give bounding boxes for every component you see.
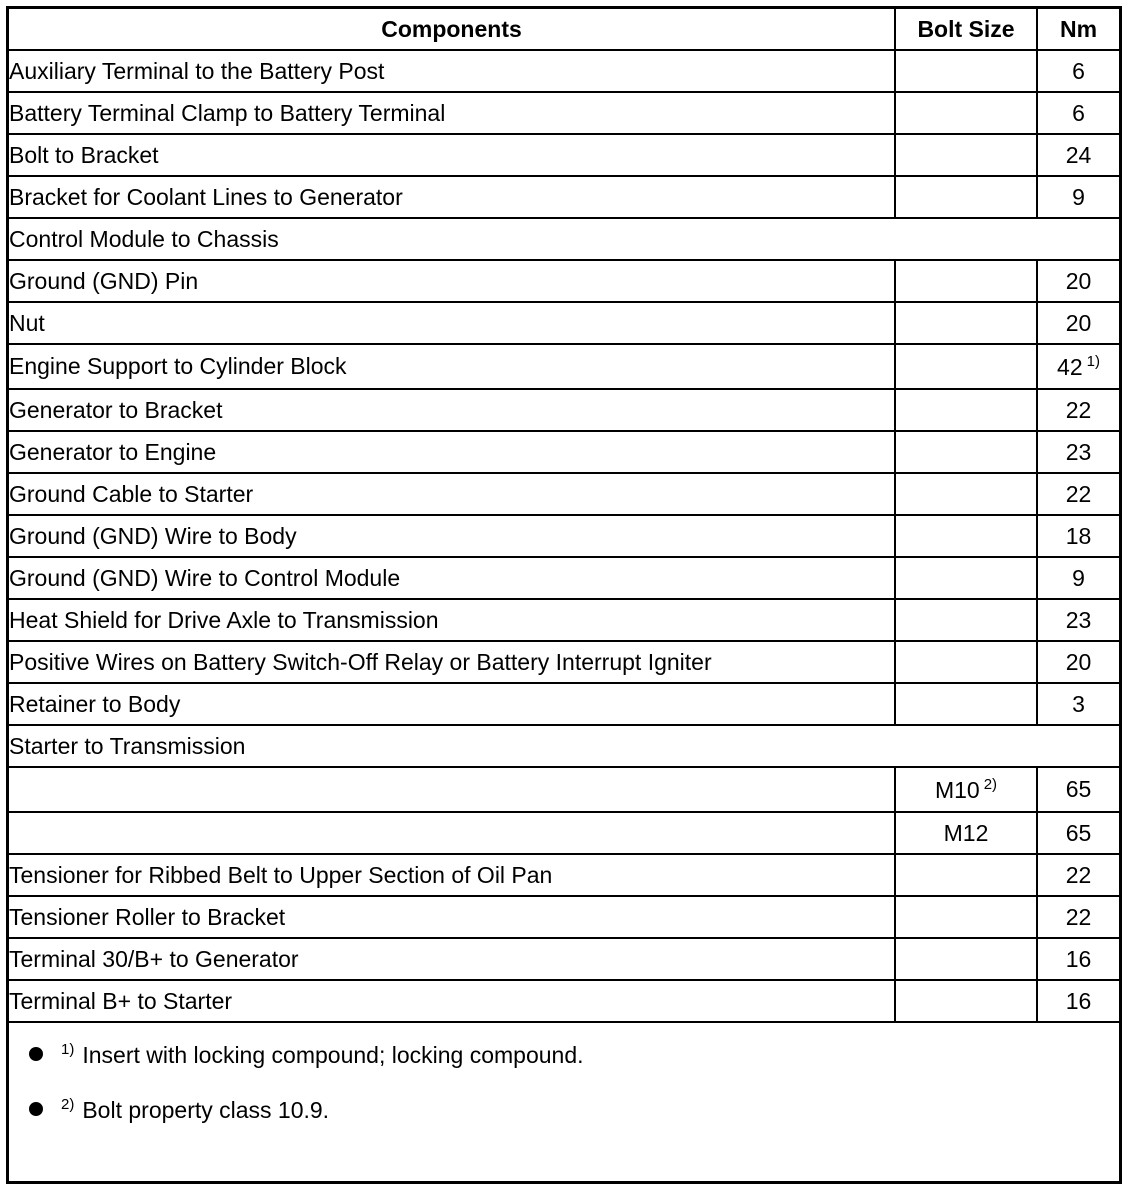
component-cell-text: Engine Support to Cylinder Block [9,353,347,379]
bolt-size-cell [895,302,1037,344]
component-cell [9,344,895,389]
component-cell [9,938,895,980]
table-row [9,92,1119,134]
torque-cell [1037,50,1119,92]
torque-cell-text: 65 [1065,776,1092,802]
component-cell [9,557,895,599]
footnote-1 [29,1041,584,1069]
table-row [9,896,1119,938]
bolt-size-cell [895,683,1037,725]
torque-cell [1037,599,1119,641]
torque-cell [1037,812,1119,854]
torque-cell [1037,767,1119,812]
torque-cell-text: 65 [1065,819,1092,846]
torque-cell [1037,92,1119,134]
component-cell [9,134,895,176]
table-row [9,302,1119,344]
table-row [9,641,1119,683]
bullet-icon [29,1047,43,1061]
torque-cell-text: 42 [1057,353,1083,380]
component-group-cell [9,725,1119,767]
bolt-size-cell [895,767,1037,812]
torque-cell-text: 23 [1065,438,1092,465]
table-row [9,260,1119,302]
bolt-size-cell-text: M12 [943,819,989,846]
component-cell [9,302,895,344]
component-group-cell [9,218,1119,260]
component-cell-text: Terminal B+ to Starter [9,987,233,1014]
specification-frame [6,6,1122,1184]
bolt-size-cell [895,515,1037,557]
table-header-row [9,9,1119,50]
header-bolt-size: Bolt Size [895,9,1037,50]
torque-cell-text: 22 [1065,480,1092,507]
component-cell-text: Tensioner for Ribbed Belt to Upper Section of Oil Pan [9,861,553,888]
torque-cell-text: 20 [1065,267,1092,294]
torque-cell [1037,344,1119,389]
component-cell [9,260,895,302]
component-cell-text: Generator to Engine [9,438,217,465]
component-cell [9,599,895,641]
footnote-text: Bolt property class 10.9. [82,1097,330,1123]
torque-cell [1037,389,1119,431]
component-cell-text: Ground Cable to Starter [9,480,254,507]
footnote-2 [29,1096,329,1124]
footnote-ref: 1) [1086,352,1100,370]
bolt-size-cell [895,260,1037,302]
footnote-mark: 2) [61,1096,75,1113]
torque-cell-text: 20 [1065,309,1092,336]
torque-cell-text: 22 [1065,903,1092,930]
torque-cell-text: 6 [1072,57,1085,84]
component-group-cell-text: Control Module to Chassis [9,225,279,252]
table-row [9,599,1119,641]
table-row [9,176,1119,218]
torque-cell-text: 3 [1072,690,1085,717]
component-cell-text: Bolt to Bracket [9,141,159,168]
component-cell [9,980,895,1022]
table-row [9,725,1119,767]
component-cell [9,50,895,92]
bolt-size-cell [895,344,1037,389]
bolt-size-cell [895,854,1037,896]
bullet-icon [29,1102,43,1116]
torque-cell [1037,641,1119,683]
torque-cell [1037,980,1119,1022]
table-row [9,812,1119,854]
torque-cell-text: 23 [1065,606,1092,633]
table-row [9,515,1119,557]
component-cell [9,683,895,725]
component-cell [9,176,895,218]
table-row [9,344,1119,389]
header-nm: Nm [1037,9,1119,50]
component-group-cell-text: Starter to Transmission [9,732,246,759]
table-row [9,980,1119,1022]
torque-cell-text: 18 [1065,522,1092,549]
bolt-size-cell [895,50,1037,92]
component-cell [9,641,895,683]
torque-cell-text: 22 [1065,396,1092,423]
component-cell-text: Ground (GND) Wire to Body [9,522,297,549]
table-row [9,134,1119,176]
component-cell-text: Bracket for Coolant Lines to Generator [9,183,403,210]
component-cell-text: Generator to Bracket [9,396,223,423]
bolt-size-cell [895,896,1037,938]
component-cell-text: Ground (GND) Pin [9,267,199,294]
component-cell-text: Terminal 30/B+ to Generator [9,945,299,972]
torque-cell-text: 24 [1065,141,1092,168]
component-cell [9,767,895,812]
component-cell [9,473,895,515]
table-row [9,431,1119,473]
torque-cell [1037,557,1119,599]
component-cell-text: Battery Terminal Clamp to Battery Terminal [9,99,446,126]
component-cell [9,812,895,854]
component-cell-text: Tensioner Roller to Bracket [9,903,286,930]
torque-cell [1037,854,1119,896]
torque-cell [1037,683,1119,725]
bolt-size-cell [895,641,1037,683]
component-cell [9,854,895,896]
table-row [9,557,1119,599]
component-cell [9,431,895,473]
torque-cell [1037,473,1119,515]
bolt-size-cell-text: M10 [934,776,980,803]
component-cell [9,389,895,431]
torque-cell-text: 9 [1072,564,1085,591]
table-row [9,218,1119,260]
torque-cell-text: 22 [1065,861,1092,888]
bolt-size-cell [895,812,1037,854]
bolt-size-cell [895,599,1037,641]
component-cell-text: Heat Shield for Drive Axle to Transmission [9,606,439,633]
torque-cell-text: 20 [1065,648,1092,675]
bolt-size-cell [895,92,1037,134]
bolt-size-cell [895,389,1037,431]
table-row [9,389,1119,431]
torque-cell [1037,515,1119,557]
component-cell-text: Nut [9,309,45,336]
component-cell [9,896,895,938]
component-cell-text: Auxiliary Terminal to the Battery Post [9,57,385,84]
torque-cell-text: 16 [1065,945,1092,972]
component-cell-text: Retainer to Body [9,690,181,717]
torque-cell-text: 16 [1065,987,1092,1014]
torque-cell [1037,134,1119,176]
table-row [9,854,1119,896]
footnote-mark: 1) [61,1041,75,1058]
footnote-text: Insert with locking compound; locking compound. [82,1042,584,1068]
table-row [9,50,1119,92]
bolt-size-cell [895,176,1037,218]
table-row [9,767,1119,812]
bolt-size-cell [895,134,1037,176]
component-cell [9,92,895,134]
bolt-size-cell [895,431,1037,473]
bolt-size-cell [895,938,1037,980]
torque-cell-text: 9 [1072,183,1085,210]
bolt-size-cell [895,473,1037,515]
header-components: Components [9,9,895,50]
component-cell [9,515,895,557]
component-cell-text: Ground (GND) Wire to Control Module [9,564,401,591]
component-cell-text: Positive Wires on Battery Switch-Off Relay or Battery Interrupt Igniter [9,648,712,675]
table-row [9,683,1119,725]
torque-cell [1037,431,1119,473]
torque-cell [1037,896,1119,938]
table-row [9,938,1119,980]
table-row [9,473,1119,515]
torque-cell [1037,302,1119,344]
torque-cell [1037,176,1119,218]
torque-cell [1037,938,1119,980]
bolt-size-cell [895,557,1037,599]
bolt-size-cell [895,980,1037,1022]
torque-cell [1037,260,1119,302]
table-body [9,50,1119,1022]
torque-cell-text: 6 [1072,99,1085,126]
torque-spec-table [9,9,1119,1023]
footnote-ref: 2) [983,775,998,793]
